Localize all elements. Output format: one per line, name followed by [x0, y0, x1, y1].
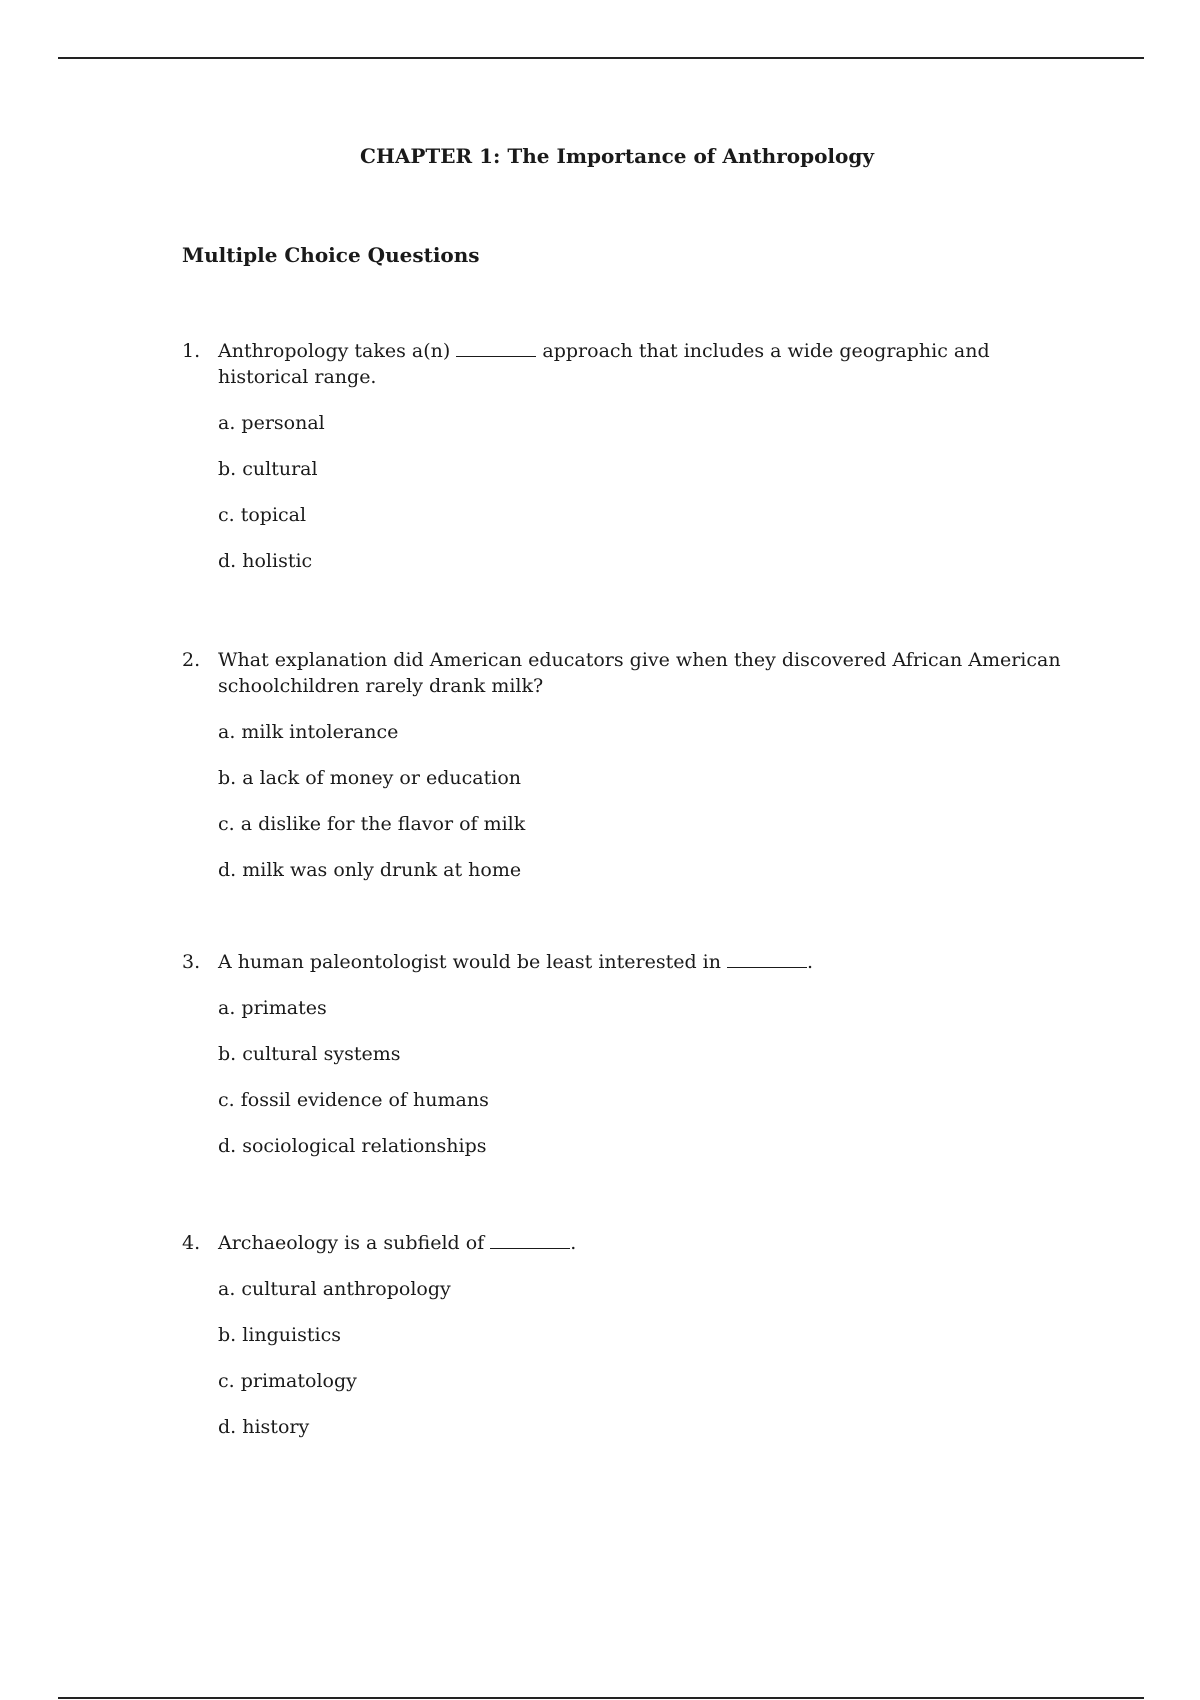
question-text-before: Anthropology takes a(n) [218, 340, 451, 362]
page-title: CHAPTER 1: The Importance of Anthropology [360, 144, 874, 168]
question-text [218, 647, 1078, 699]
option-b: b. a lack of money or education [218, 767, 521, 789]
question-number: 2. [182, 649, 201, 671]
section-heading: Multiple Choice Questions [182, 243, 480, 267]
answer-blank [456, 356, 536, 357]
option-d: d. holistic [218, 550, 313, 572]
question-number: 3. [182, 951, 201, 973]
option-c: c. a dislike for the flavor of milk [218, 813, 526, 835]
question-3 [182, 949, 1062, 1159]
option-a: a. cultural anthropology [218, 1278, 451, 1300]
option-b: b. cultural systems [218, 1043, 401, 1065]
bottom-rule [58, 1697, 1144, 1699]
options-list [218, 1276, 1062, 1440]
question-text [218, 338, 998, 390]
option-c: c. topical [218, 504, 307, 526]
option-a: a. personal [218, 412, 325, 434]
question-number: 1. [182, 340, 201, 362]
question-number: 4. [182, 1232, 201, 1254]
option-a: a. milk intolerance [218, 721, 399, 743]
question-text [218, 949, 1062, 975]
answer-blank [727, 967, 807, 968]
options-list [218, 995, 1062, 1159]
option-c: c. fossil evidence of humans [218, 1089, 489, 1111]
options-list [218, 719, 1062, 883]
question-stem [182, 647, 1062, 699]
option-b: b. linguistics [218, 1324, 341, 1346]
option-b: b. cultural [218, 458, 318, 480]
question-1 [182, 338, 1062, 574]
question-text [218, 1230, 1062, 1256]
question-stem [182, 338, 1062, 390]
option-a: a. primates [218, 997, 327, 1019]
option-d: d. sociological relationships [218, 1135, 487, 1157]
question-text-after: . [807, 951, 814, 973]
question-text-before: What explanation did American educators give when they discovered African American schoolchildren rarely drank milk? [218, 649, 1061, 697]
option-c: c. primatology [218, 1370, 357, 1392]
question-text-before: A human paleontologist would be least interested in [218, 951, 721, 973]
question-text-before: Archaeology is a subfield of [218, 1232, 485, 1254]
question-2 [182, 647, 1062, 883]
answer-blank [490, 1248, 570, 1249]
option-d: d. milk was only drunk at home [218, 859, 522, 881]
question-stem [182, 949, 1062, 975]
options-list [218, 410, 1062, 574]
top-rule [58, 57, 1144, 59]
question-text-after: approach that includes a wide geographic and historical range. [218, 340, 990, 388]
question-stem [182, 1230, 1062, 1256]
question-4 [182, 1230, 1062, 1440]
option-d: d. history [218, 1416, 310, 1438]
question-text-after: . [570, 1232, 577, 1254]
